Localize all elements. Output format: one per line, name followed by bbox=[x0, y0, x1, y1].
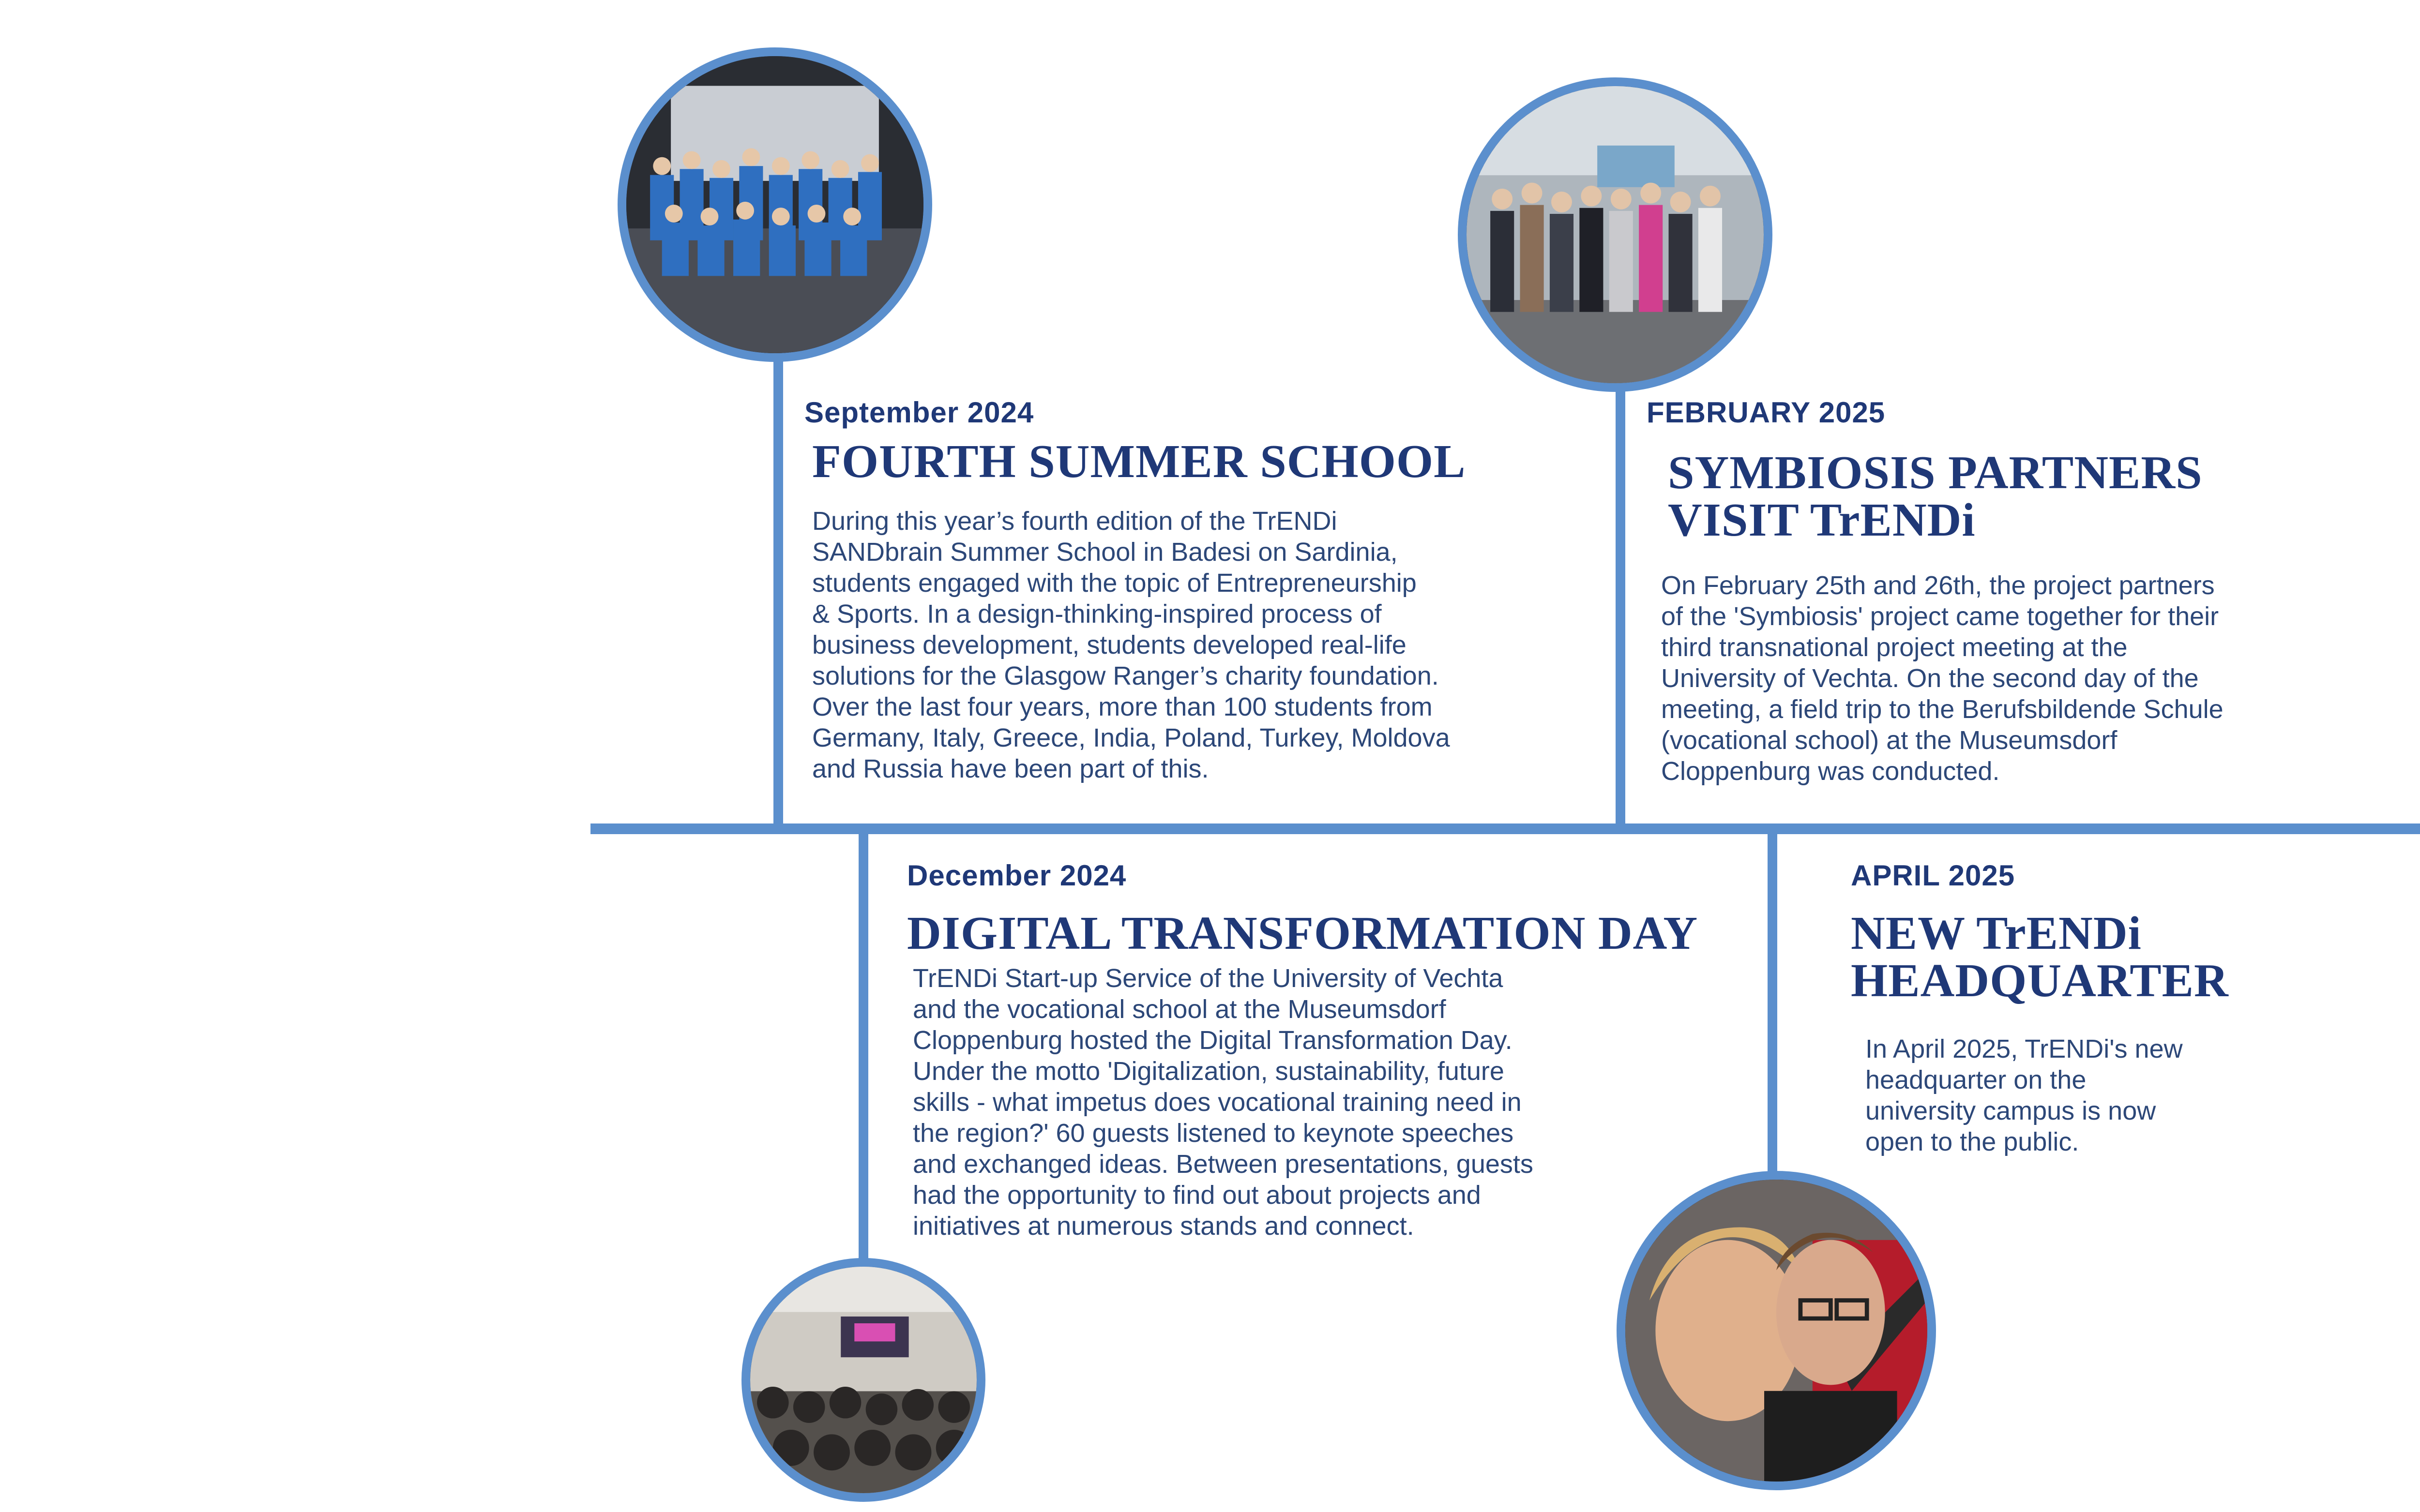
digital-day-line: and exchanged ideas. Between presentations, guests bbox=[913, 1150, 1533, 1179]
symbiosis-line: University of Vechta. On the second day of the bbox=[1661, 664, 2199, 693]
symbiosis-description bbox=[1661, 570, 2223, 787]
digital-day-line: Cloppenburg hosted the Digital Transformation Day. bbox=[913, 1026, 1512, 1055]
symbiosis-line: Cloppenburg was conducted. bbox=[1661, 757, 2000, 786]
digital-day-title bbox=[907, 907, 1698, 959]
headquarter-line: university campus is now bbox=[1865, 1096, 2156, 1125]
digital-day-line: skills - what impetus does vocational training need in bbox=[913, 1088, 1522, 1117]
summer-school-line: Over the last four years, more than 100 students from bbox=[812, 692, 1433, 721]
headquarter-date: APRIL 2025 bbox=[1851, 859, 2015, 892]
digital-day-date: December 2024 bbox=[907, 859, 1127, 892]
summer-school-description bbox=[812, 506, 1450, 784]
summer-school-photo bbox=[618, 47, 932, 362]
symbiosis-title-line: VISIT TrENDi bbox=[1668, 494, 1976, 546]
summer-school-line: solutions for the Glasgow Ranger’s charity foundation. bbox=[812, 661, 1439, 690]
digital-day-line: the region?' 60 guests listened to keynote speeches bbox=[913, 1119, 1514, 1148]
digital-day-line: Under the motto 'Digitalization, sustainability, future bbox=[913, 1057, 1504, 1086]
symbiosis-line: meeting, a field trip to the Berufsbildende Schule bbox=[1661, 695, 2223, 724]
symbiosis-photo bbox=[1458, 77, 1772, 392]
summer-school-line: & Sports. In a design-thinking-inspired process of bbox=[812, 599, 1382, 629]
summer-school-date: September 2024 bbox=[804, 396, 1034, 429]
summer-school-line: business development, students developed real-life bbox=[812, 630, 1407, 659]
digital-day-line: had the opportunity to find out about projects and bbox=[913, 1181, 1481, 1210]
headquarter-line: headquarter on the bbox=[1865, 1065, 2087, 1094]
symbiosis-line: (vocational school) at the Museumsdorf bbox=[1661, 726, 2118, 755]
symbiosis-title-line: SYMBIOSIS PARTNERS bbox=[1668, 447, 2203, 499]
headquarter-connector bbox=[1768, 828, 1777, 1177]
headquarter-description bbox=[1865, 1033, 2183, 1157]
digital-day-description bbox=[913, 963, 1533, 1242]
symbiosis-title bbox=[1668, 449, 2203, 544]
summer-school-line: During this year’s fourth edition of the TrENDi bbox=[812, 507, 1337, 536]
summer-school-title-line: FOURTH SUMMER SCHOOL bbox=[812, 435, 1466, 488]
headquarter-title-line: NEW TrENDi bbox=[1851, 907, 2142, 959]
summer-school-line: students engaged with the topic of Entrepreneurship bbox=[812, 569, 1417, 598]
summer-school-line: Germany, Italy, Greece, India, Poland, Turkey, Moldova bbox=[812, 723, 1450, 752]
headquarter-photo bbox=[1617, 1171, 1936, 1490]
symbiosis-connector bbox=[1616, 382, 1625, 828]
headquarter-title-line: HEADQUARTER bbox=[1851, 955, 2229, 1007]
digital-day-title-line: DIGITAL TRANSFORMATION DAY bbox=[907, 907, 1698, 959]
headquarter-line: open to the public. bbox=[1865, 1127, 2079, 1156]
headquarter-line: In April 2025, TrENDi's new bbox=[1865, 1034, 2183, 1063]
summer-school-line: and Russia have been part of this. bbox=[812, 754, 1209, 783]
symbiosis-date: FEBRUARY 2025 bbox=[1647, 396, 1886, 429]
summer-school-connector bbox=[773, 358, 783, 828]
digital-day-photo bbox=[741, 1258, 985, 1502]
digital-day-connector bbox=[859, 828, 868, 1266]
digital-day-line: and the vocational school at the Museumsdorf bbox=[913, 995, 1446, 1024]
summer-school-title bbox=[812, 435, 1466, 488]
symbiosis-line: On February 25th and 26th, the project partners bbox=[1661, 571, 2215, 600]
digital-day-line: TrENDi Start-up Service of the University of Vechta bbox=[913, 964, 1503, 993]
symbiosis-line: third transnational project meeting at the bbox=[1661, 633, 2128, 662]
summer-school-line: SANDbrain Summer School in Badesi on Sardinia, bbox=[812, 538, 1398, 567]
headquarter-title bbox=[1851, 907, 2229, 1007]
digital-day-line: initiatives at numerous stands and connect. bbox=[913, 1212, 1414, 1241]
symbiosis-line: of the 'Symbiosis' project came together for their bbox=[1661, 602, 2219, 631]
